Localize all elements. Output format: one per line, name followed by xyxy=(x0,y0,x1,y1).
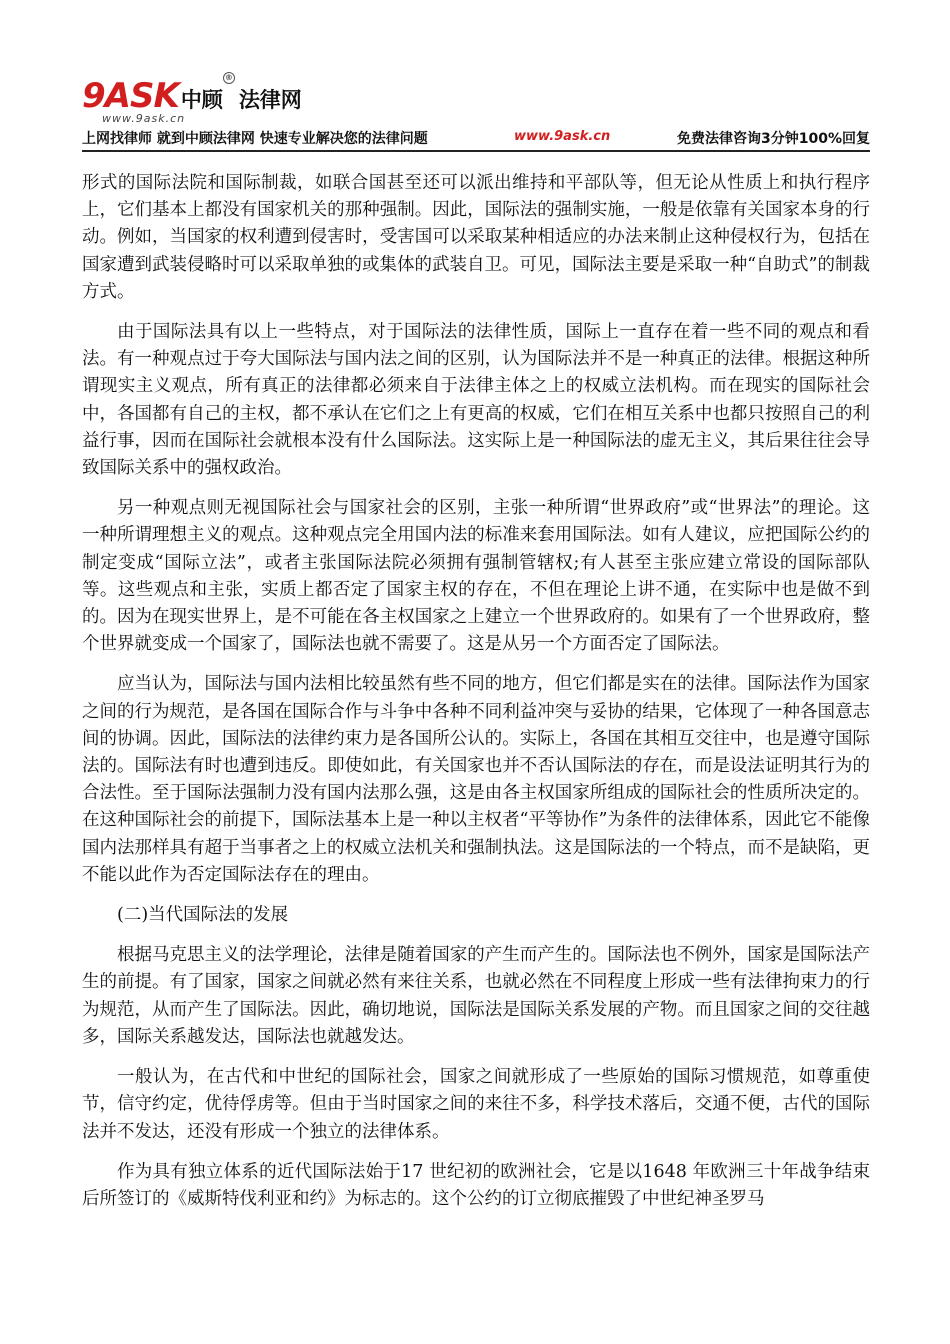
header-tagline-bar xyxy=(82,128,870,152)
logo-falvwang-text: 法律网 xyxy=(238,88,302,112)
header-slogan: 上网找律师 就到中顾法律网 快速专业解决您的法律问题 xyxy=(82,131,428,147)
paragraph: 根据马克思主义的法学理论，法律是随着国家的产生而产生的。国际法也不例外，国家是国际法产生的前提。有了国家，国家之间就必然有来往关系，也就必然在不同程度上形成一些有法律拘束力的行为规范，从而产生了国际法。因此，确切地说，国际法是国际关系发展的产物。而且国家之间的交往越多，国际关系越发达，国际法也就越发达。 xyxy=(82,945,870,1047)
registered-mark-icon: ® xyxy=(224,73,233,82)
site-logo[interactable] xyxy=(82,73,302,116)
paragraph: 作为具有独立体系的近代国际法始于17 世纪初的欧洲社会，它是以1648 年欧洲三十年战争结束后所签订的《威斯特伐利亚和约》为标志的。这个公约的订立彻底摧毁了中世纪神圣罗马 xyxy=(82,1161,870,1209)
header-site-link[interactable]: www.9ask.cn xyxy=(514,129,611,144)
section-heading: (二)当代国际法的发展 xyxy=(117,905,289,926)
paragraph: 应当认为，国际法与国内法相比较虽然有些不同的地方，但它们都是实在的法律。国际法作为国家之间的行为规范，是各国在国际合作与斗争中各种不同利益冲突与妥协的结果，它体现了一种各国意志间的协调。因此，国际法的法律约束力是各国所公认的。实际上，各国在其相互交往中，也是遵守国际法的。国际法有时也遭到违反。即使如此，有关国家也并不否认国际法的存在，而是设法证明其行为的合法性。至于国际法强制力没有国内法那么强，这是由各主权国家所组成的国际社会的性质所决定的。在这种国际社会的前提下，国际法基本上是一种以主权者“平等协作”为条件的法律体系，因此它不能像国内法那样具有超于当事者之上的权威立法机关和强制执法。这是国际法的一个特点，而不是缺陷，更不能以此作为否定国际法存在的理由。 xyxy=(82,674,870,885)
logo-url: www.9ask.cn xyxy=(102,112,186,125)
paragraph: 另一种观点则无视国际社会与国家社会的区别，主张一种所谓“世界政府”或“世界法”的理论。这一种所谓理想主义的观点。这种观点完全用国内法的标准来套用国际法。如有人建议，应把国际公约的制定变成“国际立法”，或者主张国际法院必须拥有强制管辖权;有人甚至主张应建立常设的国际部队等。这些观点和主张，实质上都否定了国家主权的存在，不但在理论上讲不通，在实际中也是做不到的。因为在现实世界上，是不可能在各主权国家之上建立一个世界政府的。如果有了一个世界政府，整个世界就变成一个国家了，国际法也就不需要了。这是从另一个方面否定了国际法。 xyxy=(82,498,870,655)
logo-9ask-text: 9ASK xyxy=(82,76,179,116)
paragraph: 一般认为，在古代和中世纪的国际社会，国家之间就形成了一些原始的国际习惯规范，如尊重使节，信守约定，优待俘虏等。但由于当时国家之间的来往不多，科学技术落后，交通不便，古代的国际法并不发达，还没有形成一个独立的法律体系。 xyxy=(82,1067,870,1142)
header-hotline: 免费法律咨询3分钟100%回复 xyxy=(677,131,870,147)
logo-zhonggu-label: 中顾 xyxy=(180,88,223,112)
logo-zhonggu-text xyxy=(180,73,233,114)
page-header xyxy=(82,70,870,152)
paragraph: 形式的国际法院和国际制裁，如联合国甚至还可以派出维持和平部队等，但无论从性质上和执行程序上，它们基本上都没有国家机关的那种强制。因此，国际法的强制实施，一般是依靠有关国家本身的行动。例如，当国家的权利遭到侵害时，受害国可以采取某种相适应的办法来制止这种侵权行为，包括在国家遭到武装侵略时可以采取单独的或集体的武装自卫。可见，国际法主要是采取一种“自助式”的制裁方式。 xyxy=(82,173,870,302)
document-body xyxy=(82,170,870,1226)
paragraph: 由于国际法具有以上一些特点，对于国际法的法律性质，国际上一直存在着一些不同的观点和看法。有一种观点过于夸大国际法与国内法之间的区别，认为国际法并不是一种真正的法律。根据这种所谓现实主义观点，所有真正的法律都必须来自于法律主体之上的权威立法机构。而在现实的国际社会中，各国都有自己的主权，都不承认在它们之上有更高的权威，它们在相互关系中也都只按照自己的利益行事，因而在国际社会就根本没有什么国际法。这实际上是一种国际法的虚无主义，其后果往往会导致国际关系中的强权政治。 xyxy=(82,322,870,479)
